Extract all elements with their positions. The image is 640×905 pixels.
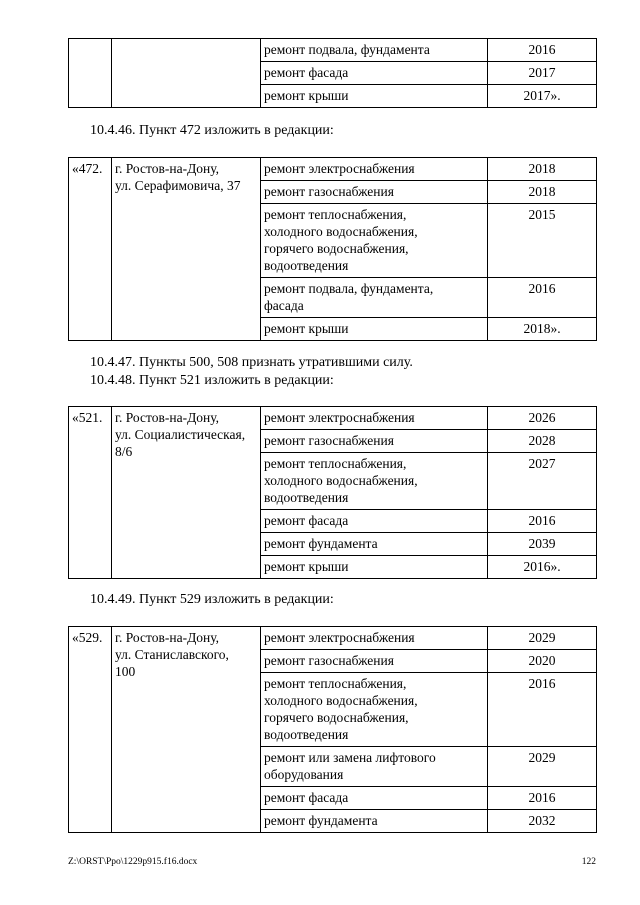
year-cell: 2016: [488, 787, 597, 810]
work-cell: ремонт подвала, фундамента: [261, 39, 488, 62]
year-cell: 2018: [488, 158, 597, 181]
table-row: [69, 627, 597, 650]
work-cell: ремонт фасада: [261, 787, 488, 810]
address-cell: [112, 39, 261, 108]
table-row: [69, 39, 597, 62]
work-cell: ремонт фундамента: [261, 810, 488, 833]
year-cell: 2015: [488, 204, 597, 278]
address-cell: г. Ростов-на-Дону, ул. Социалистическая, 8/6: [112, 407, 261, 579]
work-cell: ремонт теплоснабжения, холодного водоснабжения, горячего водоснабжения, водоотведения: [261, 204, 488, 278]
year-cell: 2020: [488, 650, 597, 673]
footer-page-number: 122: [581, 857, 596, 867]
table-row: [69, 158, 597, 181]
year-cell: 2032: [488, 810, 597, 833]
table-item-521: [68, 406, 597, 579]
work-cell: ремонт газоснабжения: [261, 430, 488, 453]
work-cell: ремонт электроснабжения: [261, 627, 488, 650]
year-cell: 2018».: [488, 318, 597, 341]
work-cell: ремонт теплоснабжения, холодного водоснабжения, горячего водоснабжения, водоотведения: [261, 673, 488, 747]
work-cell: ремонт газоснабжения: [261, 650, 488, 673]
work-cell: ремонт подвала, фундамента, фасада: [261, 278, 488, 318]
year-cell: 2017».: [488, 85, 597, 108]
address-cell: г. Ростов-на-Дону, ул. Станиславского, 100: [112, 627, 261, 833]
table-row: [69, 407, 597, 430]
work-cell: ремонт крыши: [261, 318, 488, 341]
work-cell: ремонт фасада: [261, 510, 488, 533]
work-cell: ремонт фундамента: [261, 533, 488, 556]
address-cell: г. Ростов-на-Дону, ул. Серафимовича, 37: [112, 158, 261, 341]
work-cell: ремонт фасада: [261, 62, 488, 85]
year-cell: 2029: [488, 627, 597, 650]
paragraph-10-4-48: 10.4.48. Пункт 521 изложить в редакции:: [90, 373, 334, 388]
work-cell: ремонт электроснабжения: [261, 407, 488, 430]
work-cell: ремонт газоснабжения: [261, 181, 488, 204]
year-cell: 2028: [488, 430, 597, 453]
table-item-472: [68, 157, 597, 341]
item-number-cell: «472.: [69, 158, 112, 341]
year-cell: 2016».: [488, 556, 597, 579]
table-item-529: [68, 626, 597, 833]
work-cell: ремонт электроснабжения: [261, 158, 488, 181]
year-cell: 2016: [488, 278, 597, 318]
year-cell: 2027: [488, 453, 597, 510]
year-cell: 2017: [488, 62, 597, 85]
table-continuation: [68, 38, 597, 108]
year-cell: 2026: [488, 407, 597, 430]
year-cell: 2016: [488, 39, 597, 62]
item-number-cell: [69, 39, 112, 108]
paragraph-10-4-49: 10.4.49. Пункт 529 изложить в редакции:: [90, 592, 334, 607]
year-cell: 2039: [488, 533, 597, 556]
paragraph-10-4-46: 10.4.46. Пункт 472 изложить в редакции:: [90, 123, 334, 138]
year-cell: 2016: [488, 510, 597, 533]
year-cell: 2029: [488, 747, 597, 787]
work-cell: ремонт теплоснабжения, холодного водоснабжения, водоотведения: [261, 453, 488, 510]
year-cell: 2018: [488, 181, 597, 204]
paragraph-10-4-47: 10.4.47. Пункты 500, 508 признать утратившими силу.: [90, 355, 413, 370]
item-number-cell: «521.: [69, 407, 112, 579]
year-cell: 2016: [488, 673, 597, 747]
work-cell: ремонт крыши: [261, 85, 488, 108]
item-number-cell: «529.: [69, 627, 112, 833]
footer-file-path: Z:\ORST\Ppo\1229p915.f16.docx: [68, 857, 198, 867]
work-cell: ремонт или замена лифтового оборудования: [261, 747, 488, 787]
work-cell: ремонт крыши: [261, 556, 488, 579]
